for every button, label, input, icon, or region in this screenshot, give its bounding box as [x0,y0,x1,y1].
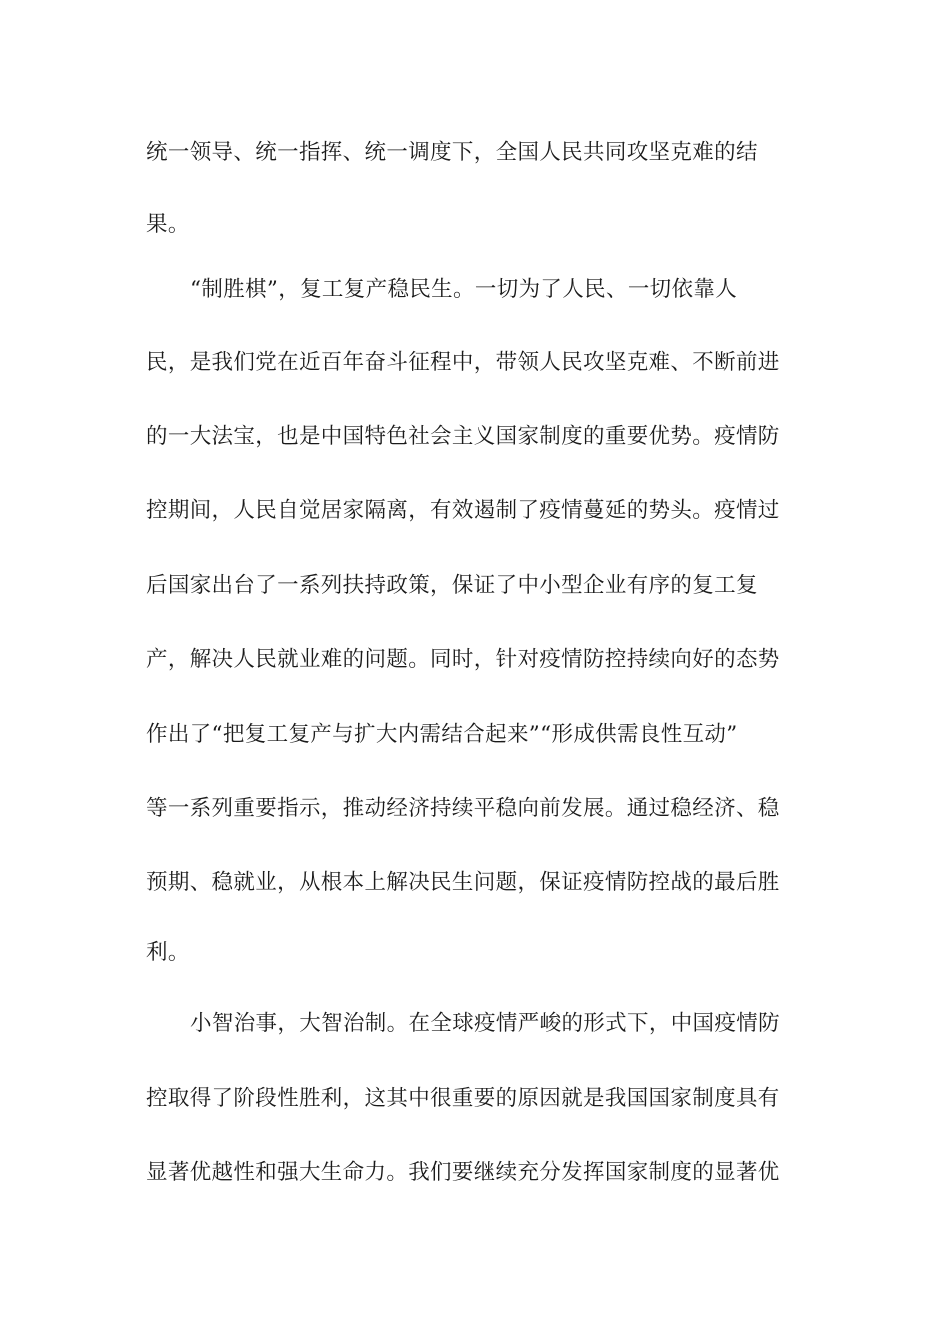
text-line: 预期、稳就业，从根本上解决民生问题，保证疫情防控战的最后胜 [146,870,780,895]
paragraph-start-line: “制胜棋”，复工复产稳民生。一切为了人民、一切依靠人 [190,277,738,302]
text-line: 果。 [146,212,190,237]
text-line: 产，解决人民就业难的问题。同时，针对疫情防控持续向好的态势 [146,647,780,672]
text-line: 作出了“把复工复产与扩大内需结合起来”“形成供需良性互动” [146,722,738,747]
text-line: 等一系列重要指示，推动经济持续平稳向前发展。通过稳经济、稳 [146,796,780,821]
text-line: 控取得了阶段性胜利，这其中很重要的原因就是我国国家制度具有 [146,1086,780,1111]
text-line: 后国家出台了一系列扶持政策，保证了中小型企业有序的复工复 [146,573,758,598]
text-line: 的一大法宝，也是中国特色社会主义国家制度的重要优势。疫情防 [146,424,780,449]
text-line: 统一领导、统一指挥、统一调度下，全国人民共同攻坚克难的结 [146,140,758,165]
text-line: 利。 [146,940,190,965]
text-line: 控期间，人民自觉居家隔离，有效遏制了疫情蔓延的势头。疫情过 [146,498,780,523]
text-line: 显著优越性和强大生命力。我们要继续充分发挥国家制度的显著优 [146,1160,780,1185]
paragraph-start-line: 小智治事，大智治制。在全球疫情严峻的形式下，中国疫情防 [190,1011,780,1036]
text-line: 民，是我们党在近百年奋斗征程中，带领人民攻坚克难、不断前进 [146,350,780,375]
